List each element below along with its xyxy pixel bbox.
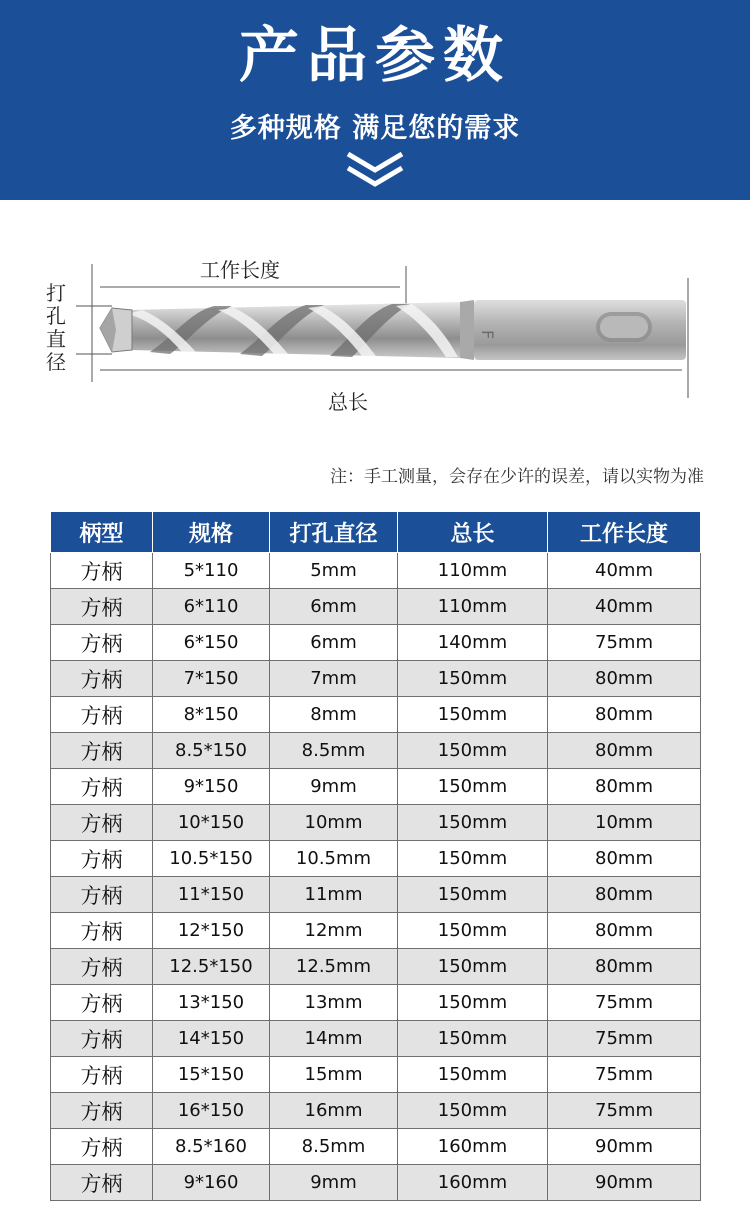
cell-work: 80mm [548, 733, 701, 769]
table-row [51, 1057, 701, 1093]
cell-total: 150mm [398, 877, 548, 913]
cell-spec: 9*150 [153, 769, 270, 805]
cell-spec: 16*150 [153, 1093, 270, 1129]
cell-spec: 6*150 [153, 625, 270, 661]
table-row [51, 949, 701, 985]
cell-work: 75mm [548, 625, 701, 661]
cell-diameter: 9mm [270, 1165, 398, 1201]
cell-type: 方柄 [51, 589, 153, 625]
cell-work: 90mm [548, 1129, 701, 1165]
cell-total: 150mm [398, 733, 548, 769]
double-chevron-down-icon [344, 150, 406, 190]
cell-spec: 11*150 [153, 877, 270, 913]
cell-work: 75mm [548, 1093, 701, 1129]
cell-spec: 14*150 [153, 1021, 270, 1057]
cell-work: 80mm [548, 913, 701, 949]
cell-diameter: 9mm [270, 769, 398, 805]
cell-type: 方柄 [51, 913, 153, 949]
cell-spec: 8.5*160 [153, 1129, 270, 1165]
table-row [51, 985, 701, 1021]
cell-type: 方柄 [51, 1165, 153, 1201]
cell-total: 160mm [398, 1165, 548, 1201]
cell-spec: 6*110 [153, 589, 270, 625]
cell-total: 150mm [398, 841, 548, 877]
cell-spec: 13*150 [153, 985, 270, 1021]
cell-work: 75mm [548, 1021, 701, 1057]
cell-spec: 8*150 [153, 697, 270, 733]
cell-type: 方柄 [51, 949, 153, 985]
table-row [51, 553, 701, 589]
table-row [51, 1093, 701, 1129]
drill-bit-diagram [0, 240, 750, 430]
cell-work: 80mm [548, 877, 701, 913]
drill-bit-illustration [0, 240, 750, 430]
cell-total: 160mm [398, 1129, 548, 1165]
table-row [51, 1021, 701, 1057]
cell-diameter: 6mm [270, 589, 398, 625]
cell-total: 150mm [398, 913, 548, 949]
work-length-label: 工作长度 [200, 258, 280, 282]
cell-type: 方柄 [51, 1129, 153, 1165]
cell-type: 方柄 [51, 985, 153, 1021]
cell-diameter: 5mm [270, 553, 398, 589]
cell-diameter: 11mm [270, 877, 398, 913]
cell-total: 150mm [398, 769, 548, 805]
table-row [51, 589, 701, 625]
cell-diameter: 13mm [270, 985, 398, 1021]
table-row [51, 1129, 701, 1165]
table-row [51, 841, 701, 877]
cell-spec: 10*150 [153, 805, 270, 841]
cell-diameter: 8.5mm [270, 733, 398, 769]
cell-type: 方柄 [51, 1057, 153, 1093]
cell-diameter: 7mm [270, 661, 398, 697]
cell-spec: 15*150 [153, 1057, 270, 1093]
header-shank-type: 柄型 [51, 512, 153, 553]
header-total-length: 总长 [398, 512, 548, 553]
cell-diameter: 16mm [270, 1093, 398, 1129]
cell-spec: 12.5*150 [153, 949, 270, 985]
cell-total: 150mm [398, 697, 548, 733]
table-row [51, 661, 701, 697]
cell-type: 方柄 [51, 553, 153, 589]
cell-type: 方柄 [51, 733, 153, 769]
cell-total: 110mm [398, 589, 548, 625]
cell-spec: 9*160 [153, 1165, 270, 1201]
cell-type: 方柄 [51, 805, 153, 841]
page-subtitle: 多种规格 满足您的需求 [229, 113, 521, 144]
header-banner [0, 0, 750, 200]
table-row [51, 697, 701, 733]
cell-work: 40mm [548, 589, 701, 625]
table-row [51, 913, 701, 949]
cell-type: 方柄 [51, 661, 153, 697]
cell-total: 150mm [398, 1093, 548, 1129]
cell-spec: 5*110 [153, 553, 270, 589]
cell-type: 方柄 [51, 877, 153, 913]
cell-work: 80mm [548, 949, 701, 985]
cell-total: 150mm [398, 949, 548, 985]
cell-work: 80mm [548, 841, 701, 877]
cell-diameter: 12.5mm [270, 949, 398, 985]
cell-diameter: 12mm [270, 913, 398, 949]
cell-total: 150mm [398, 805, 548, 841]
cell-type: 方柄 [51, 769, 153, 805]
cell-diameter: 14mm [270, 1021, 398, 1057]
total-length-label: 总长 [328, 390, 368, 414]
cell-work: 80mm [548, 661, 701, 697]
cell-work: 90mm [548, 1165, 701, 1201]
cell-spec: 12*150 [153, 913, 270, 949]
cell-total: 150mm [398, 661, 548, 697]
cell-diameter: 6mm [270, 625, 398, 661]
cell-diameter: 8.5mm [270, 1129, 398, 1165]
cell-work: 75mm [548, 1057, 701, 1093]
cell-type: 方柄 [51, 841, 153, 877]
cell-work: 80mm [548, 769, 701, 805]
cell-diameter: 15mm [270, 1057, 398, 1093]
table-header-row [51, 512, 701, 553]
shank-mark: F [478, 330, 497, 340]
table-row [51, 769, 701, 805]
cell-total: 140mm [398, 625, 548, 661]
cell-total: 150mm [398, 1057, 548, 1093]
header-diameter: 打孔直径 [270, 512, 398, 553]
table-row [51, 733, 701, 769]
measurement-note: 注：手工测量，会存在少许的误差，请以实物为准 [330, 467, 704, 487]
cell-work: 80mm [548, 697, 701, 733]
cell-spec: 7*150 [153, 661, 270, 697]
diameter-label: 打孔直径 [46, 281, 66, 374]
cell-work: 75mm [548, 985, 701, 1021]
page-title: 产品参数 [239, 21, 511, 91]
header-spec: 规格 [153, 512, 270, 553]
cell-type: 方柄 [51, 1021, 153, 1057]
cell-spec: 10.5*150 [153, 841, 270, 877]
cell-diameter: 8mm [270, 697, 398, 733]
cell-work: 40mm [548, 553, 701, 589]
table-row [51, 805, 701, 841]
cell-diameter: 10mm [270, 805, 398, 841]
header-work-length: 工作长度 [548, 512, 701, 553]
cell-work: 10mm [548, 805, 701, 841]
cell-type: 方柄 [51, 625, 153, 661]
cell-spec: 8.5*150 [153, 733, 270, 769]
cell-type: 方柄 [51, 1093, 153, 1129]
cell-total: 150mm [398, 1021, 548, 1057]
spec-table [50, 511, 701, 1201]
cell-diameter: 10.5mm [270, 841, 398, 877]
cell-total: 110mm [398, 553, 548, 589]
table-row [51, 625, 701, 661]
table-row [51, 877, 701, 913]
table-row [51, 1165, 701, 1201]
cell-type: 方柄 [51, 697, 153, 733]
cell-total: 150mm [398, 985, 548, 1021]
